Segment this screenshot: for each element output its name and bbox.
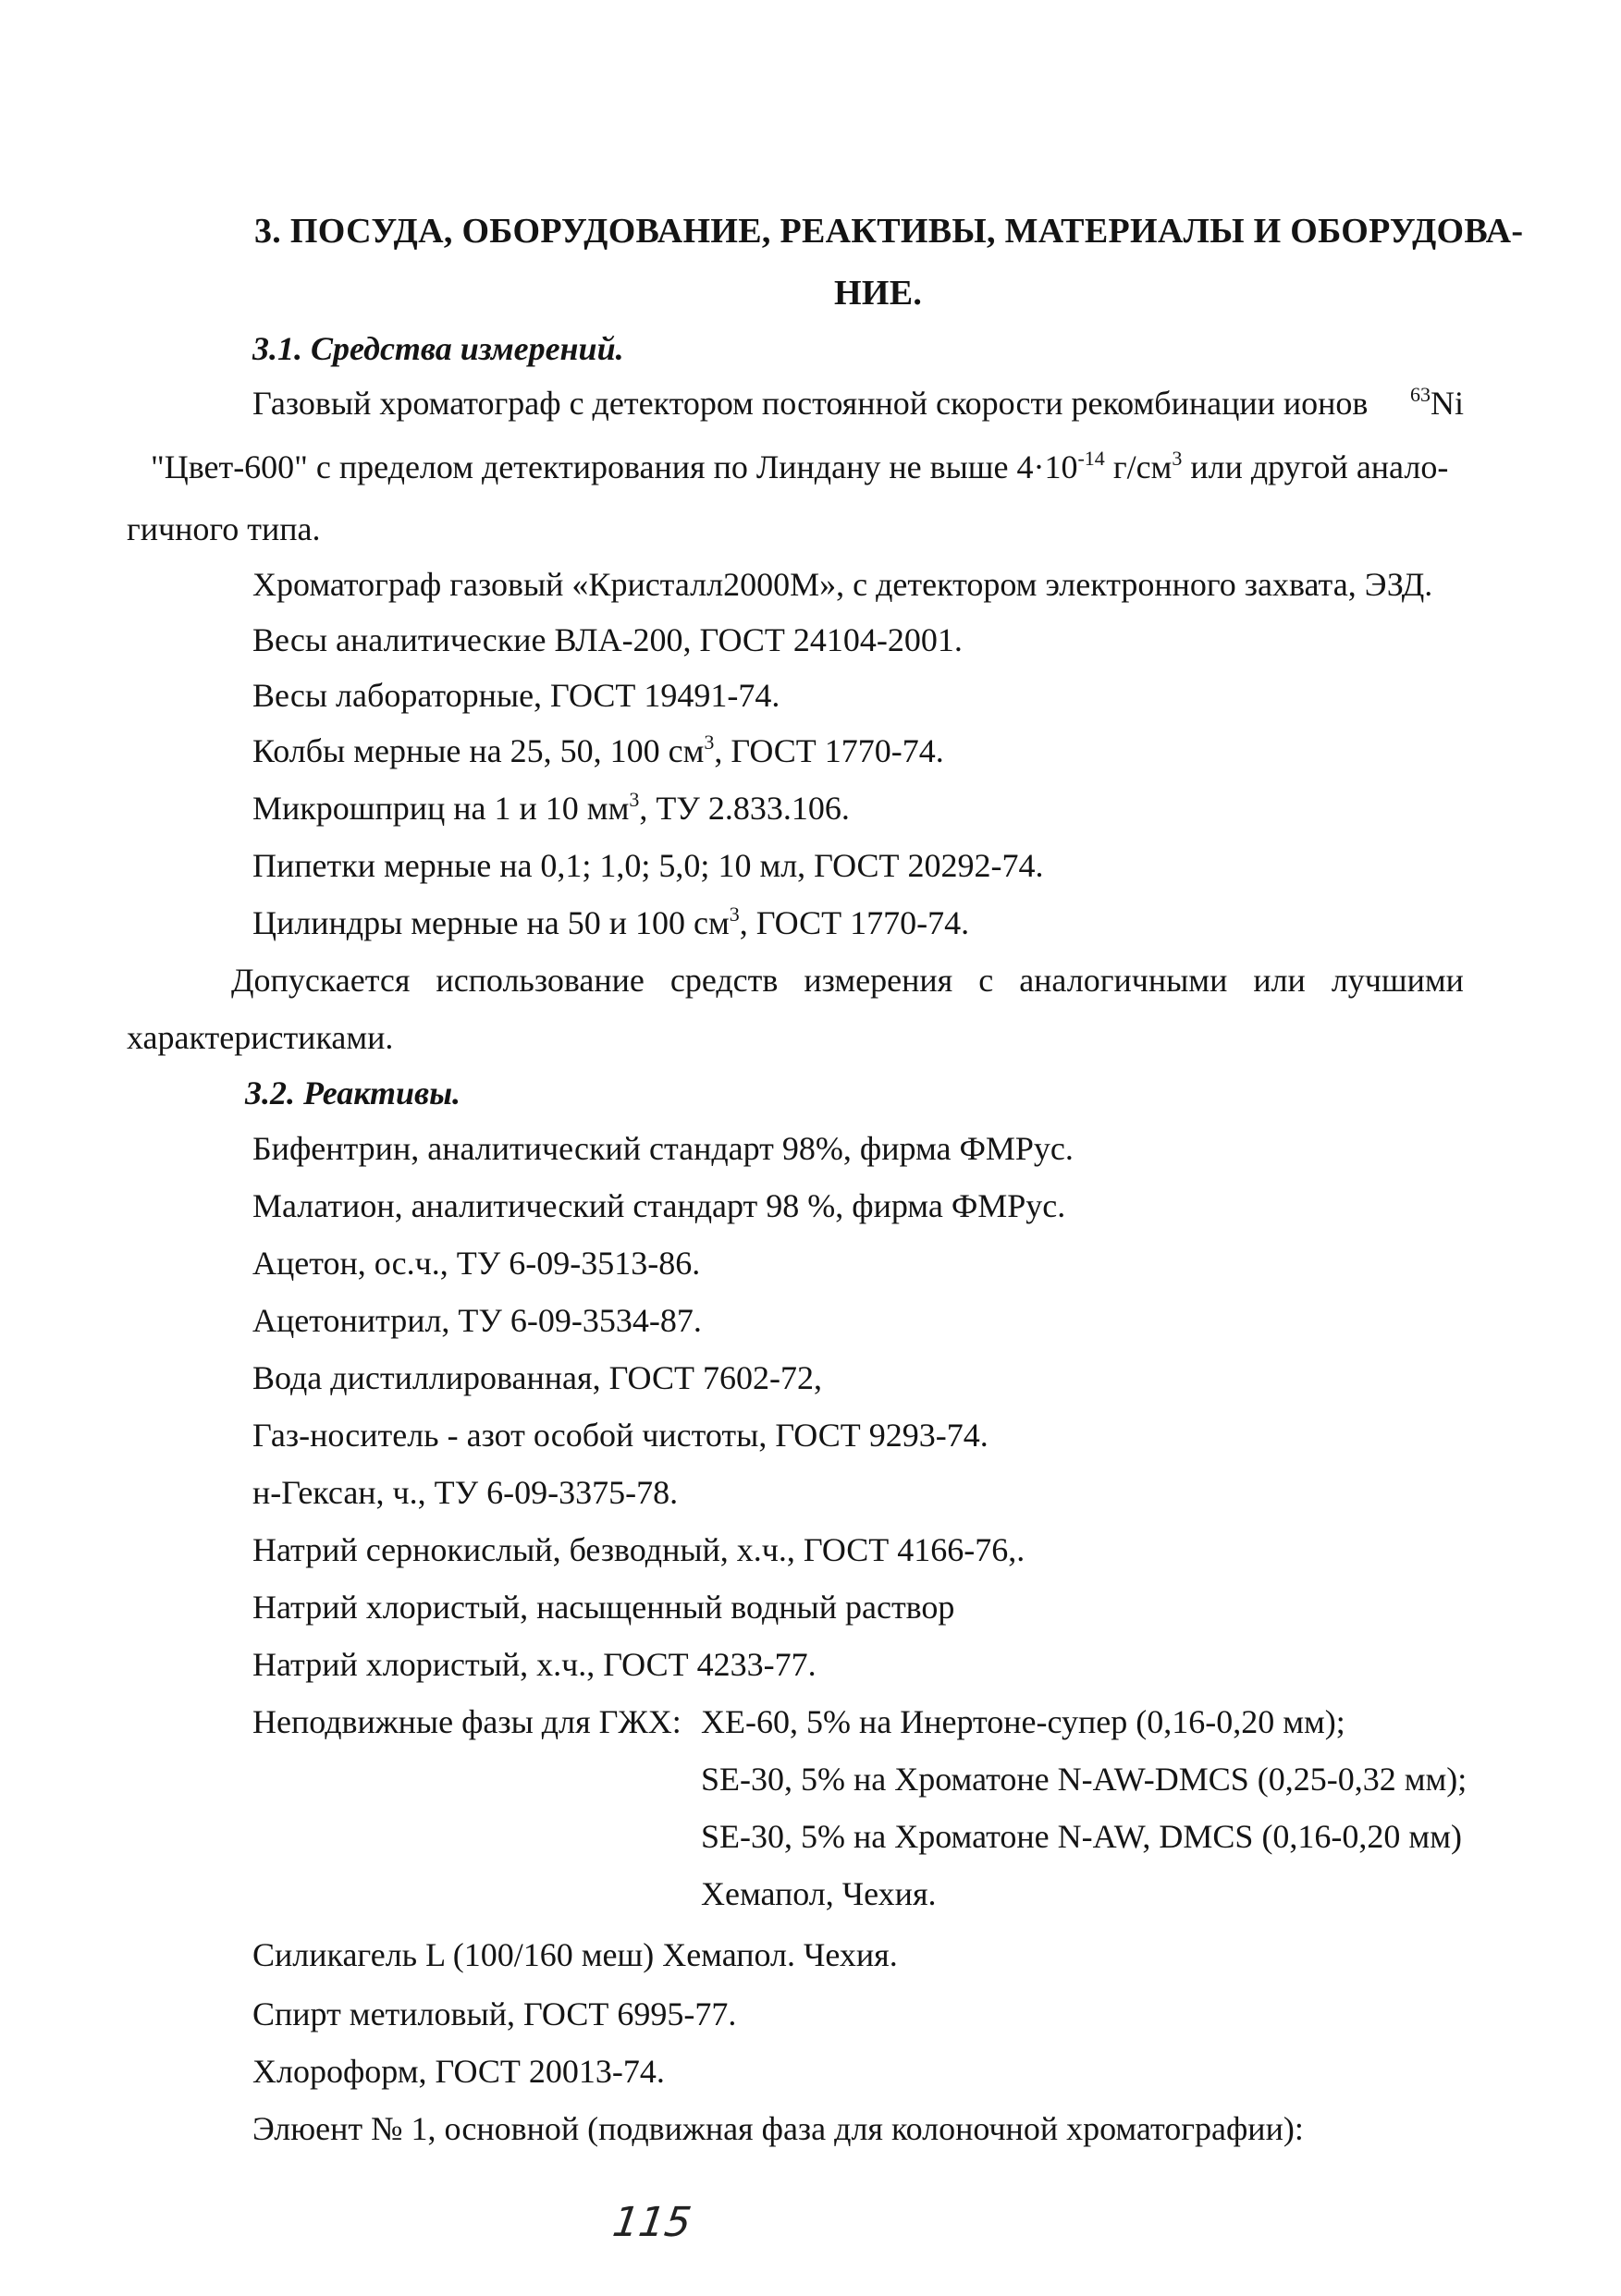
- list-item: Хроматограф газовый «Кристалл2000М», с детектором электронного захвата, ЭЗД.: [252, 566, 1433, 603]
- phase-item: Хемапол, Чехия.: [701, 1875, 937, 1912]
- list-item: Натрий хлористый, х.ч., ГОСТ 4233-77.: [252, 1646, 817, 1683]
- list-item: Элюент № 1, основной (подвижная фаза для колоночной хроматографии):: [252, 2110, 1304, 2147]
- paragraph-line: [231, 960, 1464, 1001]
- phases-label: Неподвижные фазы для ГЖХ:: [252, 1703, 682, 1740]
- superscript: 63: [1410, 383, 1431, 406]
- text-segment: , ТУ 2.833.106.: [639, 790, 850, 827]
- text-segment: , ГОСТ 1770-74.: [714, 732, 944, 769]
- word: или: [1253, 962, 1306, 999]
- text-segment: Ni: [1431, 385, 1464, 422]
- text-segment: "Цвет-600" с пределом детектирования по Линдану не выше 4·10: [151, 448, 1078, 485]
- text-segment: Газовый хроматограф с детектором постоянной скорости рекомбинации ионов: [252, 385, 1369, 422]
- word: Допускается: [231, 962, 411, 999]
- paragraph-line: [151, 447, 1464, 487]
- page-number: 115: [609, 2199, 694, 2246]
- list-item: Ацетонитрил, ТУ 6-09-3534-87.: [252, 1302, 702, 1339]
- list-item: Спирт метиловый, ГОСТ 6995-77.: [252, 1995, 737, 2032]
- paragraph-line: [252, 383, 1464, 424]
- paragraph-line: характеристиками.: [127, 1019, 394, 1056]
- word: средств: [669, 962, 779, 999]
- list-item: Газ-носитель - азот особой чистоты, ГОСТ 9293-74.: [252, 1417, 989, 1454]
- section-heading-line2: НИЕ.: [834, 274, 923, 313]
- list-item: Натрий хлористый, насыщенный водный раствор: [252, 1589, 955, 1626]
- superscript: 3: [729, 902, 740, 926]
- word: лучшими: [1331, 962, 1464, 999]
- list-item: Натрий сернокислый, безводный, х.ч., ГОСТ 4166-76,.: [252, 1531, 1025, 1568]
- phase-item: ХЕ-60, 5% на Инертоне-супер (0,16-0,20 мм);: [701, 1703, 1345, 1740]
- subsection-title-measuring: 3.1. Средства измерений.: [252, 330, 624, 367]
- text-segment: Колбы мерные на 25, 50, 100 см: [252, 732, 705, 769]
- word: измерения: [804, 962, 953, 999]
- text-segment: или другой анало-: [1182, 448, 1449, 485]
- superscript: 3: [629, 788, 640, 811]
- text-segment: г/см: [1104, 448, 1173, 485]
- list-item: [252, 788, 850, 829]
- list-item: Хлороформ, ГОСТ 20013-74.: [252, 2053, 665, 2090]
- superscript: -14: [1077, 447, 1105, 470]
- word: использование: [436, 962, 645, 999]
- list-item: Ацетон, ос.ч., ТУ 6-09-3513-86.: [252, 1245, 701, 1282]
- text-segment: , ГОСТ 1770-74.: [739, 904, 970, 941]
- text-segment: Цилиндры мерные на 50 и 100 см: [252, 904, 730, 941]
- list-item: Весы лабораторные, ГОСТ 19491-74.: [252, 677, 780, 714]
- paragraph-line: гичного типа.: [127, 510, 321, 547]
- section-heading-line1: 3. ПОСУДА, ОБОРУДОВАНИЕ, РЕАКТИВЫ, МАТЕРИАЛЫ И ОБОРУДОВА-: [254, 212, 1524, 251]
- list-item: н-Гексан, ч., ТУ 6-09-3375-78.: [252, 1474, 679, 1511]
- phase-item: SE-30, 5% на Хроматоне N-AW, DMCS (0,16-0,20 мм): [701, 1818, 1462, 1855]
- list-item: Малатион, аналитический стандарт 98 %, фирма ФМРус.: [252, 1187, 1066, 1224]
- text-segment: [1410, 383, 1464, 424]
- list-item: Силикагель L (100/160 меш) Хемапол. Чехия.: [252, 1936, 898, 1973]
- word: аналогичными: [1019, 962, 1228, 999]
- word: с: [978, 962, 994, 999]
- list-item: Весы аналитические ВЛА-200, ГОСТ 24104-2001.: [252, 621, 963, 658]
- list-item: Вода дистиллированная, ГОСТ 7602-72,: [252, 1359, 822, 1396]
- superscript: 3: [1172, 447, 1183, 470]
- subsection-title-reagents: 3.2. Реактивы.: [245, 1074, 461, 1111]
- list-item: [252, 902, 969, 943]
- list-item: Пипетки мерные на 0,1; 1,0; 5,0; 10 мл, ГОСТ 20292-74.: [252, 847, 1044, 884]
- text-segment: Микрошприц на 1 и 10 мм: [252, 790, 630, 827]
- superscript: 3: [704, 731, 715, 754]
- list-item: [252, 731, 944, 771]
- list-item: Бифентрин, аналитический стандарт 98%, фирма ФМРус.: [252, 1130, 1074, 1167]
- phase-item: SE-30, 5% на Хроматоне N-AW-DMCS (0,25-0,32 мм);: [701, 1761, 1467, 1798]
